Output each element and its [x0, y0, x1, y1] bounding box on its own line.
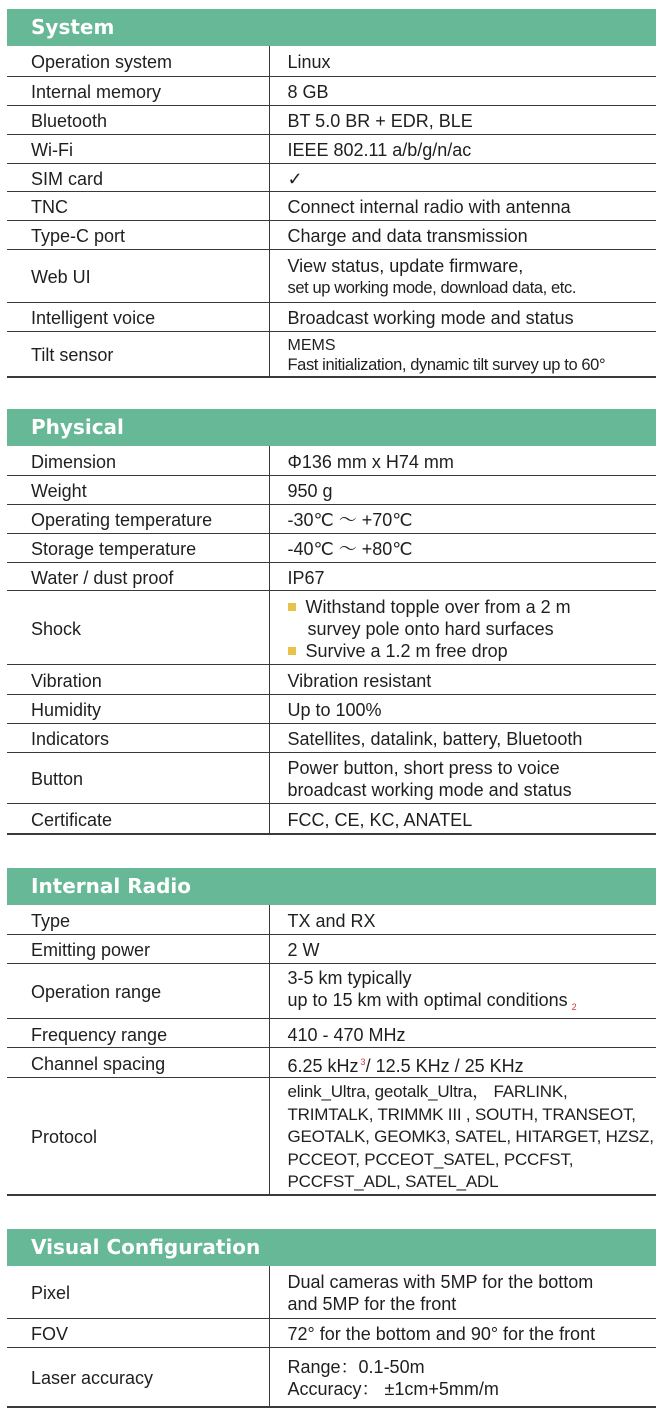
table-row [7, 664, 656, 694]
spec-label: Weight [7, 475, 269, 504]
spec-label: Certificate [7, 803, 269, 834]
bullet-item [288, 640, 657, 662]
section-system [7, 9, 656, 378]
bullet-item [288, 596, 657, 618]
table-row [7, 752, 656, 803]
protocol-line: GEOTALK, GEOMK3, SATEL, HITARGET, HZSZ, [287, 1127, 654, 1147]
table-row [7, 475, 656, 504]
table-row [7, 105, 656, 134]
spec-table [7, 446, 656, 835]
spec-label: Humidity [7, 694, 269, 723]
spec-value [269, 331, 656, 377]
bullet-text: survey pole onto hard surfaces [307, 618, 554, 639]
spec-label: Type-C port [7, 220, 269, 249]
spec-label: Shock [7, 590, 269, 664]
section-visual-configuration [7, 1229, 656, 1408]
spec-value: -30℃ ～ +70℃ [269, 504, 656, 533]
table-row [7, 446, 656, 475]
value-line: Dual cameras with 5MP for the bottom [287, 1272, 594, 1293]
table-row [7, 694, 656, 723]
square-bullet-icon [288, 603, 296, 611]
table-row [7, 76, 656, 105]
value-line: set up working mode, download data, etc. [287, 279, 577, 297]
spec-value: -40℃ ～ +80℃ [269, 533, 656, 562]
footnote-marker: 3 [360, 1057, 366, 1068]
spec-label: TNC [7, 191, 269, 220]
spec-label: Water / dust proof [7, 562, 269, 590]
spec-value: FCC, CE, KC, ANATEL [269, 803, 656, 834]
spec-label: FOV [7, 1318, 269, 1347]
spec-value [269, 1347, 656, 1407]
table-row [7, 963, 656, 1019]
table-row [7, 191, 656, 220]
spec-value: BT 5.0 BR + EDR, BLE [269, 105, 656, 134]
spec-value [269, 590, 656, 664]
table-row [7, 1048, 656, 1078]
table-row [7, 249, 656, 302]
spec-label: Web UI [7, 249, 269, 302]
spec-label: Vibration [7, 664, 269, 694]
table-row [7, 134, 656, 163]
value-line: Accuracy： ±1cm+5mm/m [287, 1379, 499, 1400]
protocol-line: PCCFST_ADL, SATEL_ADL [287, 1172, 499, 1192]
section-title: Internal Radio [7, 868, 656, 905]
table-row [7, 1266, 656, 1318]
square-bullet-icon [288, 647, 296, 655]
spec-value [269, 752, 656, 803]
spec-value: Up to 100% [269, 694, 656, 723]
spec-label: Emitting power [7, 934, 269, 963]
spec-table [7, 1266, 656, 1408]
table-row [7, 934, 656, 963]
spec-label: Protocol [7, 1078, 269, 1195]
spec-label: Operating temperature [7, 504, 269, 533]
section-internal-radio [7, 868, 656, 1196]
spec-value [269, 963, 656, 1019]
table-row [7, 723, 656, 752]
spec-label: Operation range [7, 963, 269, 1019]
value-text: / 12.5 KHz / 25 KHz [365, 1056, 524, 1077]
spec-label: Frequency range [7, 1019, 269, 1048]
spec-label: Channel spacing [7, 1048, 269, 1078]
spec-label: Indicators [7, 723, 269, 752]
spec-value: 950 g [269, 475, 656, 504]
spec-label: Pixel [7, 1266, 269, 1318]
table-row [7, 905, 656, 934]
spec-label: Storage temperature [7, 533, 269, 562]
table-row [7, 562, 656, 590]
spec-value: TX and RX [269, 905, 656, 934]
spec-value: Charge and data transmission [269, 220, 656, 249]
value-line: Fast initialization, dynamic tilt survey up to 60° [287, 355, 606, 374]
spec-value [269, 1078, 656, 1195]
value-line: 3-5 km typically [287, 967, 412, 988]
table-row [7, 1078, 656, 1195]
bullet-text: Survive a 1.2 m free drop [305, 640, 508, 661]
table-row [7, 163, 656, 191]
spec-value [269, 1048, 656, 1078]
section-physical [7, 409, 656, 835]
spec-value: 2 W [269, 934, 656, 963]
spec-value: 8 GB [269, 76, 656, 105]
value-line [288, 989, 657, 1019]
footnote-marker: 2 [571, 1002, 577, 1013]
table-row [7, 220, 656, 249]
section-title: System [7, 9, 656, 46]
table-row [7, 1019, 656, 1048]
spec-value: 72° for the bottom and 90° for the front [269, 1318, 656, 1347]
section-title: Physical [7, 409, 656, 446]
check-icon: ✓ [269, 163, 656, 191]
spec-label: Intelligent voice [7, 302, 269, 331]
value-text: up to 15 km with optimal conditions [287, 989, 568, 1010]
spec-label: Internal memory [7, 76, 269, 105]
section-title: Visual Configuration [7, 1229, 656, 1266]
spec-label: Bluetooth [7, 105, 269, 134]
protocol-line: TRIMTALK, TRIMMK III , SOUTH, TRANSEOT, [287, 1104, 636, 1124]
spec-table [7, 46, 656, 378]
value-line: MEMS [287, 336, 336, 354]
value-text: 6.25 kHz [287, 1056, 359, 1077]
spec-value [269, 1266, 656, 1318]
value-line: Range：0.1-50m [287, 1357, 425, 1378]
spec-value: IP67 [269, 562, 656, 590]
spec-label: Operation system [7, 46, 269, 76]
value-line: View status, update firmware, [287, 256, 524, 276]
table-row [7, 1347, 656, 1407]
table-row [7, 302, 656, 331]
spec-value: IEEE 802.11 a/b/g/n/ac [269, 134, 656, 163]
spec-table [7, 905, 656, 1196]
spec-value: Connect internal radio with antenna [269, 191, 656, 220]
spec-label: Wi-Fi [7, 134, 269, 163]
spec-value: Linux [269, 46, 656, 76]
spec-value: 410 - 470 MHz [269, 1019, 656, 1048]
spec-label: Button [7, 752, 269, 803]
bullet-text: Withstand topple over from a 2 m [305, 596, 571, 617]
table-row [7, 590, 656, 664]
spec-value [269, 249, 656, 302]
table-row [7, 1318, 656, 1347]
table-row [7, 533, 656, 562]
spec-label: Type [7, 905, 269, 934]
spec-label: Tilt sensor [7, 331, 269, 377]
table-row [7, 331, 656, 377]
value-line: Power button, short press to voice [287, 758, 560, 778]
spec-value: Vibration resistant [269, 664, 656, 694]
spec-label: Dimension [7, 446, 269, 475]
table-row [7, 803, 656, 834]
value-line: and 5MP for the front [287, 1294, 457, 1315]
spec-value: Φ136 mm x H74 mm [269, 446, 656, 475]
spec-label: Laser accuracy [7, 1347, 269, 1407]
value-line: broadcast working mode and status [287, 780, 572, 800]
protocol-line: elink_Ultra, geotalk_Ultra， FARLINK, [287, 1082, 568, 1102]
protocol-line: PCCEOT, PCCEOT_SATEL, PCCFST, [287, 1149, 574, 1169]
table-row [7, 46, 656, 76]
spec-label: SIM card [7, 163, 269, 191]
table-row [7, 504, 656, 533]
spec-value: Broadcast working mode and status [269, 302, 656, 331]
spec-value: Satellites, datalink, battery, Bluetooth [269, 723, 656, 752]
